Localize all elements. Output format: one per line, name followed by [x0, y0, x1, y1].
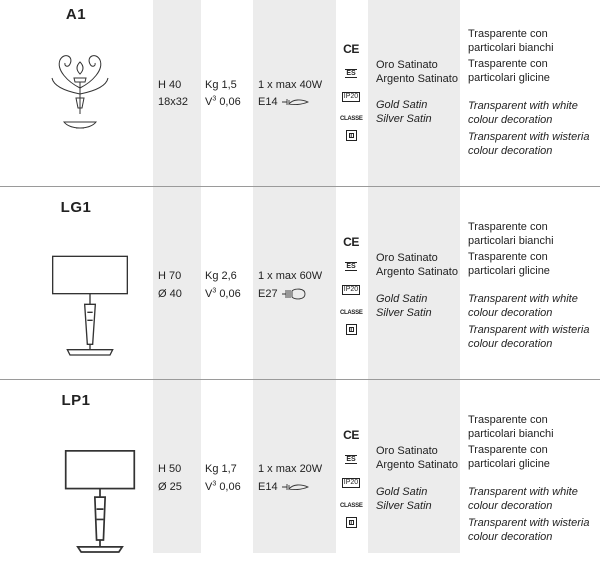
size: 18x32 — [158, 96, 188, 108]
finish-en-2: Silver Satin — [376, 113, 432, 125]
volume: $V^3$ 0,06 — [205, 287, 241, 300]
finish-en-1: Gold Satin — [376, 293, 428, 305]
color-en-1b: colour decoration — [468, 114, 553, 126]
color-it-1a: Trasparente con — [468, 28, 548, 40]
es-mark-icon: ES — [346, 263, 356, 270]
bulb-spec: 1 x max 40W — [258, 79, 323, 91]
color-en-1a: Transparent with white — [468, 293, 578, 305]
height: H 70 — [158, 270, 182, 282]
color-it-2b: particolari glicine — [468, 72, 550, 84]
color-it-2b: particolari glicine — [468, 458, 550, 470]
ip-rating-icon: IP20 — [343, 93, 359, 100]
socket-spec: E14 — [258, 95, 309, 109]
candle-bulb-icon — [281, 482, 309, 492]
product-row-lp1 — [0, 380, 600, 553]
finish-column-bg — [368, 0, 460, 186]
finish-en-2: Silver Satin — [376, 500, 432, 512]
bulb-spec: 1 x max 60W — [258, 270, 323, 282]
color-en-2b: colour decoration — [468, 145, 553, 157]
height: H 50 — [158, 463, 182, 475]
color-it-2a: Trasparente con — [468, 58, 548, 70]
volume: $V^3$ 0,06 — [205, 95, 241, 108]
finish-en-2: Silver Satin — [376, 307, 432, 319]
finish-it-2: Argento Satinato — [376, 73, 458, 85]
candle-bulb-icon — [281, 97, 309, 107]
color-en-2a: Transparent with wisteria — [468, 131, 590, 143]
weight: Kg 1,7 — [205, 463, 237, 475]
color-en-1b: colour decoration — [468, 500, 553, 512]
color-it-1b: particolari bianchi — [468, 235, 554, 247]
wall-sconce-icon — [30, 48, 130, 168]
finish-en-1: Gold Satin — [376, 486, 428, 498]
finish-en-1: Gold Satin — [376, 99, 428, 111]
diameter: Ø 25 — [158, 481, 182, 493]
double-insulation-icon — [340, 128, 362, 146]
table-lamp-icon — [40, 251, 140, 371]
weight: Kg 1,5 — [205, 79, 237, 91]
product-code: A1 — [65, 6, 87, 23]
color-it-1b: particolari bianchi — [468, 42, 554, 54]
color-en-2a: Transparent with wisteria — [468, 324, 590, 336]
socket-spec: E27 — [258, 287, 307, 301]
double-insulation-icon — [340, 322, 362, 340]
socket-spec: E14 — [258, 480, 309, 494]
diameter: Ø 40 — [158, 288, 182, 300]
product-code: LP1 — [61, 392, 91, 409]
ip-rating-icon: IP20 — [343, 479, 359, 486]
color-it-1a: Trasparente con — [468, 221, 548, 233]
color-en-1b: colour decoration — [468, 307, 553, 319]
dimensions-column-bg — [153, 0, 201, 186]
color-it-1b: particolari bianchi — [468, 428, 554, 440]
bulb-column-bg — [253, 187, 336, 379]
weight: Kg 2,6 — [205, 270, 237, 282]
color-en-2b: colour decoration — [468, 338, 553, 350]
finish-it-1: Oro Satinato — [376, 59, 438, 71]
product-row-a1 — [0, 0, 600, 186]
finish-it-1: Oro Satinato — [376, 445, 438, 457]
ce-mark-icon: CE — [343, 428, 359, 442]
class-label: CLASSE I — [340, 503, 363, 527]
color-it-2b: particolari glicine — [468, 265, 550, 277]
bulb-spec: 1 x max 20W — [258, 463, 323, 475]
class-label: CLASSE I — [340, 116, 363, 140]
volume: $V^3$ 0,06 — [205, 480, 241, 493]
finish-column-bg — [368, 187, 460, 379]
bulb-column-bg — [253, 0, 336, 186]
color-en-1a: Transparent with white — [468, 100, 578, 112]
ce-mark-icon: CE — [343, 235, 359, 249]
es-mark-icon: ES — [346, 70, 356, 77]
globe-bulb-icon — [281, 287, 307, 301]
height: H 40 — [158, 79, 182, 91]
ce-mark-icon: CE — [343, 42, 359, 56]
dimensions-column-bg — [153, 187, 201, 379]
small-table-lamp-icon — [50, 444, 150, 564]
finish-it-1: Oro Satinato — [376, 252, 438, 264]
double-insulation-icon — [340, 515, 362, 533]
finish-it-2: Argento Satinato — [376, 459, 458, 471]
product-code: LG1 — [60, 199, 92, 216]
color-en-1a: Transparent with white — [468, 486, 578, 498]
color-en-2b: colour decoration — [468, 531, 553, 543]
product-row-lg1 — [0, 187, 600, 379]
ip-rating-icon: IP20 — [343, 286, 359, 293]
color-it-1a: Trasparente con — [468, 414, 548, 426]
es-mark-icon: ES — [346, 456, 356, 463]
color-en-2a: Transparent with wisteria — [468, 517, 590, 529]
finish-it-2: Argento Satinato — [376, 266, 458, 278]
class-label: CLASSE I — [340, 310, 363, 334]
color-it-2a: Trasparente con — [468, 444, 548, 456]
color-it-2a: Trasparente con — [468, 251, 548, 263]
